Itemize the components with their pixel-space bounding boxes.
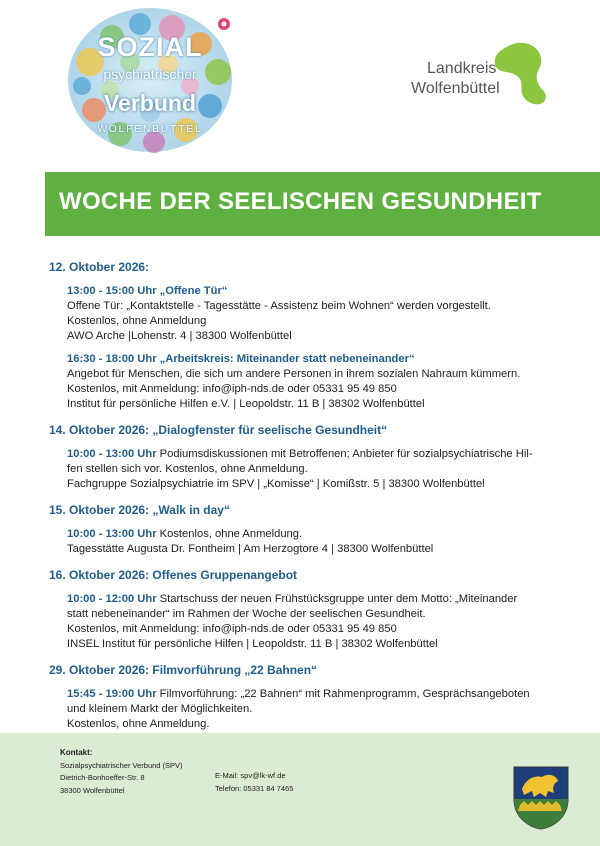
event-first-line — [67, 592, 569, 607]
event-first-line — [67, 687, 569, 702]
logo-line-landkreis: Landkreis — [427, 60, 497, 77]
event-title: 16:30 - 18:00 Uhr „Arbeitskreis: Miteinander statt nebeneinander“ — [67, 353, 415, 365]
event-line: AWO Arche |Lohenstr. 4 | 38300 Wolfenbüttel — [67, 330, 292, 342]
event-line: Offene Tür: „Kontaktstelle - Tagesstätte - Assistenz beim Wohnen“ werden vorgestellt. — [67, 300, 491, 312]
day-heading: 29. Oktober 2026: Filmvorführung „22 Bahnen“ — [49, 663, 318, 677]
event-line: und kleinem Markt der Möglichkeiten. — [67, 703, 253, 715]
event-line: Kostenlos, mit Anmeldung: info@iph-nds.de oder 05331 95 49 850 — [67, 623, 397, 635]
event-line: fen stellen sich vor. Kostenlos, ohne Anmeldung. — [67, 463, 308, 475]
day-section — [49, 568, 569, 652]
event-item — [67, 447, 569, 492]
logo-line-sozial: SOZIAL — [97, 32, 203, 62]
event-item — [67, 284, 569, 344]
contact-label: Kontakt: — [60, 748, 93, 757]
event-text: Startschuss der neuen Frühstücksgruppe unter dem Motto: „Miteinander — [156, 593, 518, 605]
event-line: Kostenlos, mit Anmeldung: info@iph-nds.de oder 05331 95 49 850 — [67, 383, 397, 395]
event-time: 10:00 - 13:00 Uhr — [67, 448, 157, 460]
event-first-line — [67, 527, 569, 542]
contact-org: Sozialpsychiatrischer Verbund (SPV) — [60, 760, 183, 770]
day-heading: 14. Oktober 2026: „Dialogfenster für seelische Gesundheit“ — [49, 423, 388, 437]
contact-address — [60, 747, 183, 797]
contact-footer — [0, 733, 600, 846]
logo-line-verbund: Verbund — [103, 90, 196, 116]
event-line: Angebot für Menschen, die sich um andere Personen in ihrem sozialen Nahraum kümmern. — [67, 368, 521, 380]
event-line: Kostenlos, ohne Anmeldung — [67, 315, 207, 327]
event-line: INSEL Institut für persönliche Hilfen | Leopoldstr. 11 B | 38302 Wolfenbüttel — [67, 638, 438, 650]
logo-line-wolfenbuettel-right: Wolfenbüttel — [411, 80, 500, 97]
title-banner — [45, 172, 600, 236]
event-line: Kostenlos, ohne Anmeldung. — [67, 718, 210, 730]
event-time: 15:45 - 19:00 Uhr — [67, 688, 157, 700]
event-line: Institut für persönliche Hilfen e.V. | Leopoldstr. 11 B | 38302 Wolfenbüttel — [67, 398, 425, 410]
sozialpsychiatrischer-verbund-logo — [60, 2, 240, 162]
event-text: Kostenlos, ohne Anmeldung. — [156, 528, 303, 540]
event-first-line — [67, 447, 569, 462]
logo-line-wolfenbuettel: WOLFENBÜTTEL — [97, 124, 203, 135]
day-heading: 15. Oktober 2026: „Walk in day“ — [49, 503, 230, 517]
event-title: 13:00 - 15:00 Uhr „Offene Tür“ — [67, 285, 228, 297]
program-list — [49, 260, 569, 758]
day-section — [49, 260, 569, 412]
day-section — [49, 503, 569, 557]
day-section — [49, 423, 569, 492]
event-time: 10:00 - 12:00 Uhr — [67, 593, 157, 605]
day-heading: 16. Oktober 2026: Offenes Gruppenangebot — [49, 568, 298, 582]
event-line: statt nebeneinander“ im Rahmen der Woche der seelischen Gesundheit. — [67, 608, 426, 620]
landkreis-wolfenbuettel-logo — [405, 40, 555, 110]
coat-of-arms-icon — [512, 765, 570, 831]
bubble-cluster-graphic — [60, 2, 240, 162]
event-item — [67, 592, 569, 652]
page-title: WOCHE DER SEELISCHEN GESUNDHEIT — [59, 188, 542, 215]
contact-email: E-Mail: spv@lk-wf.de — [215, 771, 286, 780]
event-line: Fachgruppe Sozialpsychiatrie im SPV | „Komisse“ | Komißstr. 5 | 38300 Wolfenbüttel — [67, 478, 485, 490]
day-heading: 12. Oktober 2026: — [49, 260, 150, 274]
event-text: Podiumsdiskussionen mit Betroffenen; Anbieter für sozialpsychiatrische Hil- — [156, 448, 533, 460]
event-item — [67, 527, 569, 557]
logo-line-psychiatrischer: psychiatrischer — [103, 66, 197, 82]
contact-city: 38300 Wolfenbüttel — [60, 785, 125, 795]
contact-street: Dietrich-Bonhoeffer-Str. 8 — [60, 773, 145, 782]
contact-details — [215, 769, 293, 795]
contact-phone: Telefon: 05331 84 7465 — [215, 784, 294, 793]
event-line: Tagesstätte Augusta Dr. Fontheim | Am Herzogtore 4 | 38300 Wolfenbüttel — [67, 543, 434, 555]
event-text: Filmvorführung: „22 Bahnen“ mit Rahmenprogramm, Gesprächsangeboten — [156, 688, 530, 700]
event-item — [67, 352, 569, 412]
event-time: 10:00 - 13:00 Uhr — [67, 528, 157, 540]
